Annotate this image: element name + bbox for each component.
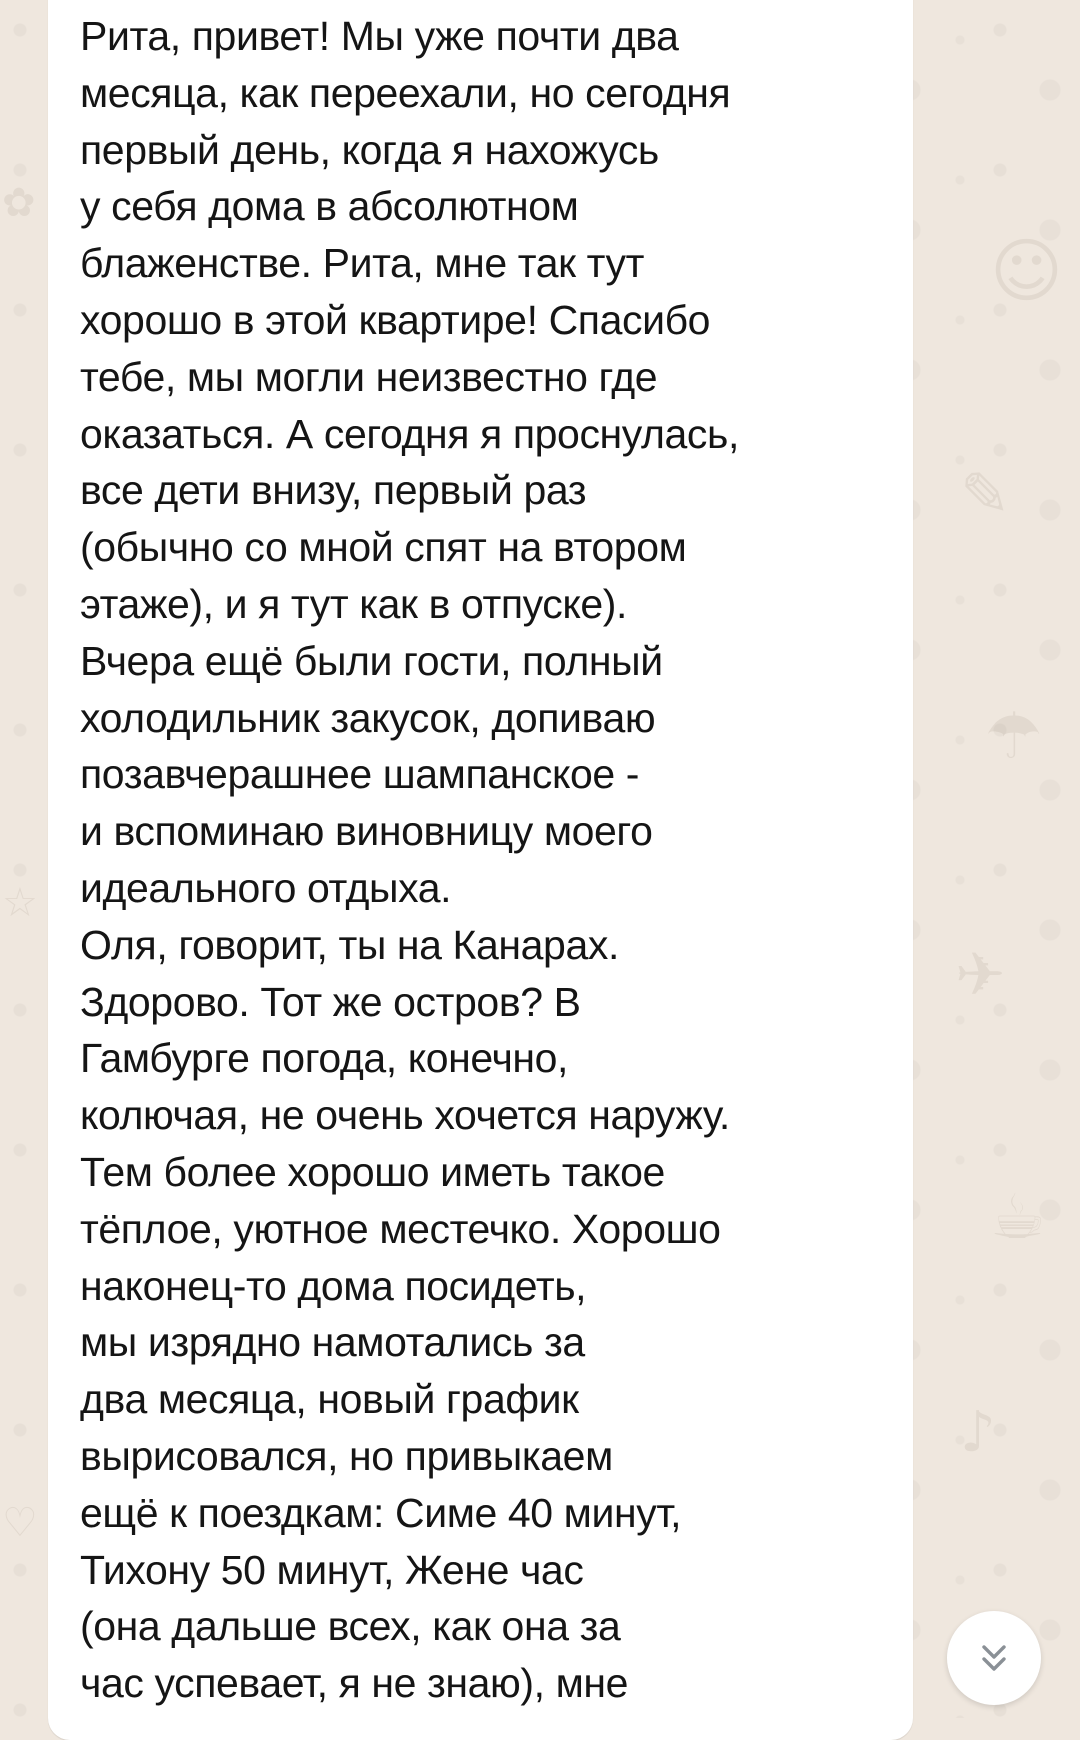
message-line: тёплое, уютное местечко. Хорошо (80, 1205, 721, 1252)
message-line: ещё к поездкам: Симе 40 минут, (80, 1489, 682, 1536)
message-line: холодильник закусок, допиваю (80, 694, 656, 741)
message-line: Тихону 50 минут, Жене час (80, 1546, 584, 1593)
wallpaper-doodle-icon: ☆ (2, 880, 38, 926)
wallpaper-doodle-icon: ☕ (990, 1180, 1046, 1253)
message-line: (обычно со мной спят на втором (80, 524, 687, 571)
wallpaper-doodle-icon: ♡ (2, 1500, 38, 1546)
message-text (80, 8, 880, 1712)
message-line: позавчерашнее шампанское - (80, 751, 640, 798)
message-line: наконец-то дома посидеть, (80, 1262, 587, 1309)
message-line: и вспоминаю виновницу моего (80, 808, 653, 855)
wallpaper-doodle-icon: ☺ (990, 230, 1063, 312)
wallpaper-doodle-icon: ☂ (985, 700, 1043, 774)
message-line: колючая, не очень хочется наружу. (80, 1092, 730, 1139)
message-line: Рита, привет! Мы уже почти два (80, 13, 679, 59)
message-line: Оля, говорит, ты на Канарах. (80, 921, 619, 968)
message-line: блаженстве. Рита, мне так тут (80, 240, 644, 287)
double-chevron-down-icon (974, 1638, 1014, 1678)
message-line: два месяца, новый график (80, 1376, 579, 1423)
wallpaper-doodle-icon: ✈ (955, 940, 1006, 1010)
scroll-to-bottom-button[interactable] (947, 1611, 1041, 1705)
message-line: оказаться. А сегодня я проснулась, (80, 410, 739, 457)
message-line: мы изрядно намотались за (80, 1319, 585, 1366)
message-line: этаже), и я тут как в отпуске). (80, 580, 628, 627)
message-line: у себя дома в абсолютном (80, 183, 579, 230)
message-line: первый день, когда я нахожусь (80, 126, 659, 173)
message-line: Гамбурге погода, конечно, (80, 1035, 569, 1082)
message-line: Здорово. Тот же остров? В (80, 978, 581, 1025)
message-line: тебе, мы могли неизвестно где (80, 353, 658, 400)
wallpaper-doodle-icon: ✿ (2, 180, 36, 226)
wallpaper-doodle-icon: ♪ (960, 1400, 996, 1465)
message-line: месяца, как переехали, но сегодня (80, 69, 731, 116)
wallpaper-doodle-icon: ✎ (960, 460, 1011, 530)
message-line: Вчера ещё были гости, полный (80, 637, 663, 684)
message-line: час успевает, я не знаю), мне (80, 1660, 629, 1707)
message-line: идеального отдыха. (80, 864, 452, 911)
message-line: Тем более хорошо иметь такое (80, 1148, 665, 1195)
message-line: вырисовался, но привыкаем (80, 1432, 613, 1479)
message-line: хорошо в этой квартире! Спасибо (80, 296, 711, 343)
message-line: все дети внизу, первый раз (80, 467, 587, 514)
message-line: (она дальше всех, как она за (80, 1603, 621, 1650)
